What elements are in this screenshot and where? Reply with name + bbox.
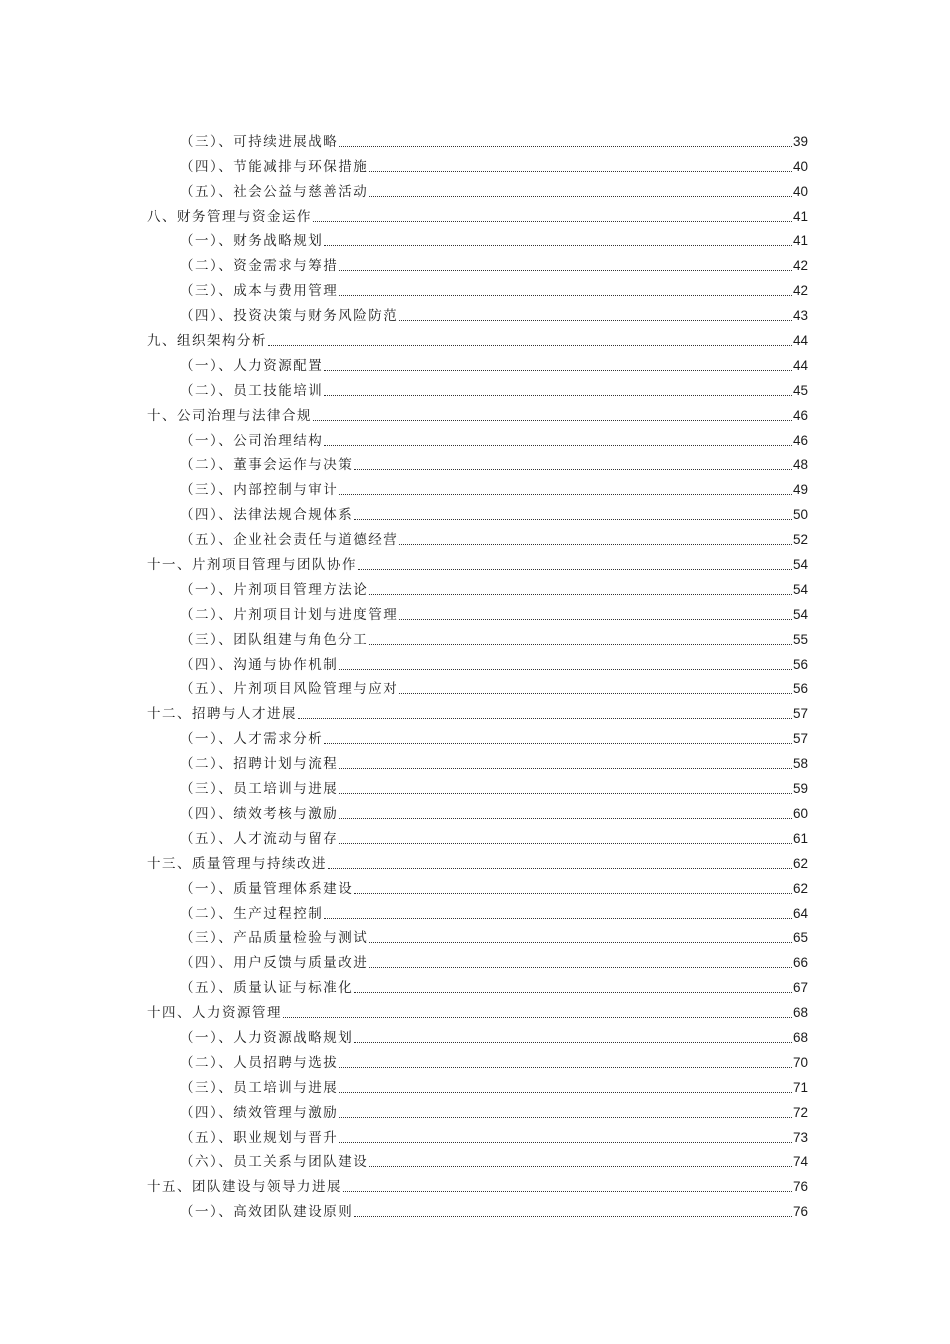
toc-chapter-entry[interactable] [147,325,808,350]
toc-dot-leader [339,1117,792,1118]
toc-page-number: 46 [792,407,808,423]
toc-page-number: 50 [792,507,808,523]
toc-page-number: 49 [792,482,808,498]
toc-dot-leader [328,868,792,869]
toc-entry-title: 九、组织架构分析 [147,333,267,350]
toc-dot-leader [343,1191,792,1192]
toc-dot-leader [339,843,792,844]
toc-entry-title: （五）、人才流动与留存 [180,830,339,847]
toc-dot-leader [324,918,792,919]
toc-entry-title: （三）、产品质量检验与测试 [180,930,369,947]
toc-dot-leader [339,1067,792,1068]
toc-section-entry[interactable] [147,474,808,499]
toc-page-number: 42 [792,283,808,299]
toc-entry-title: （五）、质量认证与标准化 [180,980,354,997]
toc-entry-title: （一）、人力资源战略规划 [180,1029,354,1046]
toc-dot-leader [339,818,792,819]
toc-dot-leader [369,942,792,943]
toc-entry-title: （四）、法律法规合规体系 [180,507,354,524]
toc-chapter-entry[interactable] [147,1171,808,1196]
toc-section-entry[interactable] [147,599,808,624]
toc-entry-title: 十二、招聘与人才进展 [147,706,297,723]
toc-dot-leader [399,619,792,620]
toc-dot-leader [339,146,792,147]
toc-entry-title: 十、公司治理与法律合规 [147,407,312,424]
toc-page-number: 68 [792,1029,808,1045]
toc-section-entry[interactable] [147,151,808,176]
toc-entry-title: 十三、质量管理与持续改进 [147,855,327,872]
toc-page-number: 54 [792,606,808,622]
toc-page-number: 56 [792,656,808,672]
toc-dot-leader [339,1092,792,1093]
toc-section-entry[interactable] [147,923,808,948]
toc-entry-title: （三）、可持续进展战略 [180,133,339,150]
toc-page-number: 62 [792,855,808,871]
toc-chapter-entry[interactable] [147,997,808,1022]
toc-dot-leader [324,395,792,396]
toc-page-number: 39 [792,133,808,149]
toc-entry-title: （三）、内部控制与审计 [180,482,339,499]
toc-section-entry[interactable] [147,624,808,649]
toc-entry-title: （二）、招聘计划与流程 [180,756,339,773]
toc-entry-title: 八、财务管理与资金运作 [147,208,312,225]
toc-page-number: 71 [792,1079,808,1095]
toc-entry-title: （六）、员工关系与团队建设 [180,1154,369,1171]
toc-section-entry[interactable] [147,1147,808,1172]
toc-section-entry[interactable] [147,574,808,599]
toc-dot-leader [339,270,792,271]
toc-section-entry[interactable] [147,947,808,972]
toc-section-entry[interactable] [147,275,808,300]
toc-section-entry[interactable] [147,972,808,997]
toc-chapter-entry[interactable] [147,848,808,873]
toc-dot-leader [399,693,792,694]
toc-page-number: 57 [792,731,808,747]
table-of-contents [147,126,808,1221]
toc-dot-leader [324,370,792,371]
toc-section-entry[interactable] [147,250,808,275]
toc-section-entry[interactable] [147,773,808,798]
toc-page-number: 68 [792,1005,808,1021]
toc-entry-title: （一）、质量管理体系建设 [180,880,354,897]
toc-chapter-entry[interactable] [147,549,808,574]
toc-section-entry[interactable] [147,450,808,475]
toc-page-number: 40 [792,183,808,199]
toc-entry-title: （二）、人员招聘与选拔 [180,1054,339,1071]
toc-entry-title: （二）、片剂项目计划与进度管理 [180,606,399,623]
toc-entry-title: （四）、绩效管理与激励 [180,1104,339,1121]
toc-entry-title: （四）、绩效考核与激励 [180,805,339,822]
toc-section-entry[interactable] [147,1072,808,1097]
toc-page-number: 60 [792,805,808,821]
toc-page-number: 56 [792,681,808,697]
toc-dot-leader [399,544,792,545]
toc-page-number: 54 [792,557,808,573]
toc-dot-leader [399,320,792,321]
toc-section-entry[interactable] [147,873,808,898]
toc-dot-leader [369,594,792,595]
toc-section-entry[interactable] [147,1047,808,1072]
toc-dot-leader [283,1017,792,1018]
toc-dot-leader [324,245,792,246]
toc-dot-leader [339,1142,792,1143]
toc-dot-leader [339,494,792,495]
toc-section-entry[interactable] [147,898,808,923]
toc-section-entry[interactable] [147,425,808,450]
toc-page-number: 57 [792,706,808,722]
toc-page-number: 65 [792,930,808,946]
toc-entry-title: 十四、人力资源管理 [147,1005,282,1022]
toc-section-entry[interactable] [147,226,808,251]
toc-entry-title: （一）、公司治理结构 [180,432,324,449]
toc-page-number: 74 [792,1154,808,1170]
toc-dot-leader [369,196,792,197]
toc-dot-leader [313,221,792,222]
toc-dot-leader [339,295,792,296]
toc-entry-title: （五）、片剂项目风险管理与应对 [180,681,399,698]
toc-dot-leader [369,967,792,968]
toc-entry-title: （五）、职业规划与晋升 [180,1129,339,1146]
toc-page-number: 62 [792,880,808,896]
toc-section-entry[interactable] [147,1022,808,1047]
toc-page-number: 72 [792,1104,808,1120]
toc-page-number: 45 [792,382,808,398]
toc-page-number: 58 [792,756,808,772]
toc-dot-leader [354,1042,792,1043]
toc-entry-title: （二）、员工技能培训 [180,382,324,399]
toc-section-entry[interactable] [147,748,808,773]
toc-dot-leader [313,420,792,421]
toc-section-entry[interactable] [147,1097,808,1122]
toc-page-number: 48 [792,457,808,473]
toc-entry-title: （四）、沟通与协作机制 [180,656,339,673]
toc-section-entry[interactable] [147,375,808,400]
toc-section-entry[interactable] [147,176,808,201]
toc-dot-leader [354,893,792,894]
toc-section-entry[interactable] [147,350,808,375]
toc-page-number: 73 [792,1129,808,1145]
toc-section-entry[interactable] [147,674,808,699]
toc-dot-leader [339,793,792,794]
toc-page-number: 41 [792,208,808,224]
toc-page-number: 46 [792,432,808,448]
toc-page-number: 44 [792,357,808,373]
toc-dot-leader [354,1216,792,1217]
toc-page-number: 40 [792,158,808,174]
toc-entry-title: 十一、片剂项目管理与团队协作 [147,557,357,574]
toc-section-entry[interactable] [147,499,808,524]
toc-section-entry[interactable] [147,823,808,848]
toc-page-number: 42 [792,258,808,274]
toc-page-number: 54 [792,581,808,597]
toc-dot-leader [354,992,792,993]
toc-dot-leader [369,644,792,645]
toc-entry-title: （一）、人力资源配置 [180,357,324,374]
toc-section-entry[interactable] [147,1196,808,1221]
toc-page-number: 44 [792,333,808,349]
toc-dot-leader [369,1166,792,1167]
toc-section-entry[interactable] [147,649,808,674]
toc-entry-title: （四）、节能减排与环保措施 [180,158,369,175]
toc-page-number: 59 [792,781,808,797]
toc-page-number: 52 [792,532,808,548]
toc-section-entry[interactable] [147,126,808,151]
toc-entry-title: （一）、片剂项目管理方法论 [180,581,369,598]
toc-entry-title: （三）、团队组建与角色分工 [180,631,369,648]
toc-section-entry[interactable] [147,723,808,748]
toc-chapter-entry[interactable] [147,400,808,425]
toc-page-number: 66 [792,955,808,971]
toc-entry-title: （四）、投资决策与财务风险防范 [180,308,399,325]
toc-entry-title: （三）、员工培训与进展 [180,781,339,798]
toc-entry-title: （五）、社会公益与慈善活动 [180,183,369,200]
toc-chapter-entry[interactable] [147,201,808,226]
toc-entry-title: （二）、生产过程控制 [180,905,324,922]
toc-entry-title: （三）、员工培训与进展 [180,1079,339,1096]
toc-dot-leader [358,569,792,570]
toc-page-number: 55 [792,631,808,647]
toc-dot-leader [369,171,792,172]
toc-entry-title: （二）、董事会运作与决策 [180,457,354,474]
toc-page-number: 70 [792,1054,808,1070]
toc-page-number: 41 [792,233,808,249]
toc-page-number: 67 [792,980,808,996]
toc-page-number: 43 [792,308,808,324]
toc-section-entry[interactable] [147,300,808,325]
toc-entry-title: （一）、高效团队建设原则 [180,1204,354,1221]
toc-chapter-entry[interactable] [147,698,808,723]
toc-entry-title: （三）、成本与费用管理 [180,283,339,300]
toc-entry-title: 十五、团队建设与领导力进展 [147,1179,342,1196]
toc-dot-leader [339,669,792,670]
toc-entry-title: （四）、用户反馈与质量改进 [180,955,369,972]
toc-dot-leader [354,519,792,520]
toc-dot-leader [324,743,792,744]
toc-dot-leader [324,445,792,446]
toc-page-number: 76 [792,1204,808,1220]
toc-entry-title: （一）、人才需求分析 [180,731,324,748]
toc-page-number: 61 [792,830,808,846]
toc-page-number: 76 [792,1179,808,1195]
toc-dot-leader [339,768,792,769]
toc-entry-title: （二）、资金需求与筹措 [180,258,339,275]
toc-dot-leader [268,345,792,346]
toc-dot-leader [354,469,792,470]
toc-dot-leader [298,718,792,719]
toc-section-entry[interactable] [147,524,808,549]
toc-section-entry[interactable] [147,798,808,823]
toc-entry-title: （五）、企业社会责任与道德经营 [180,532,399,549]
toc-entry-title: （一）、财务战略规划 [180,233,324,250]
toc-page-number: 64 [792,905,808,921]
toc-section-entry[interactable] [147,1122,808,1147]
